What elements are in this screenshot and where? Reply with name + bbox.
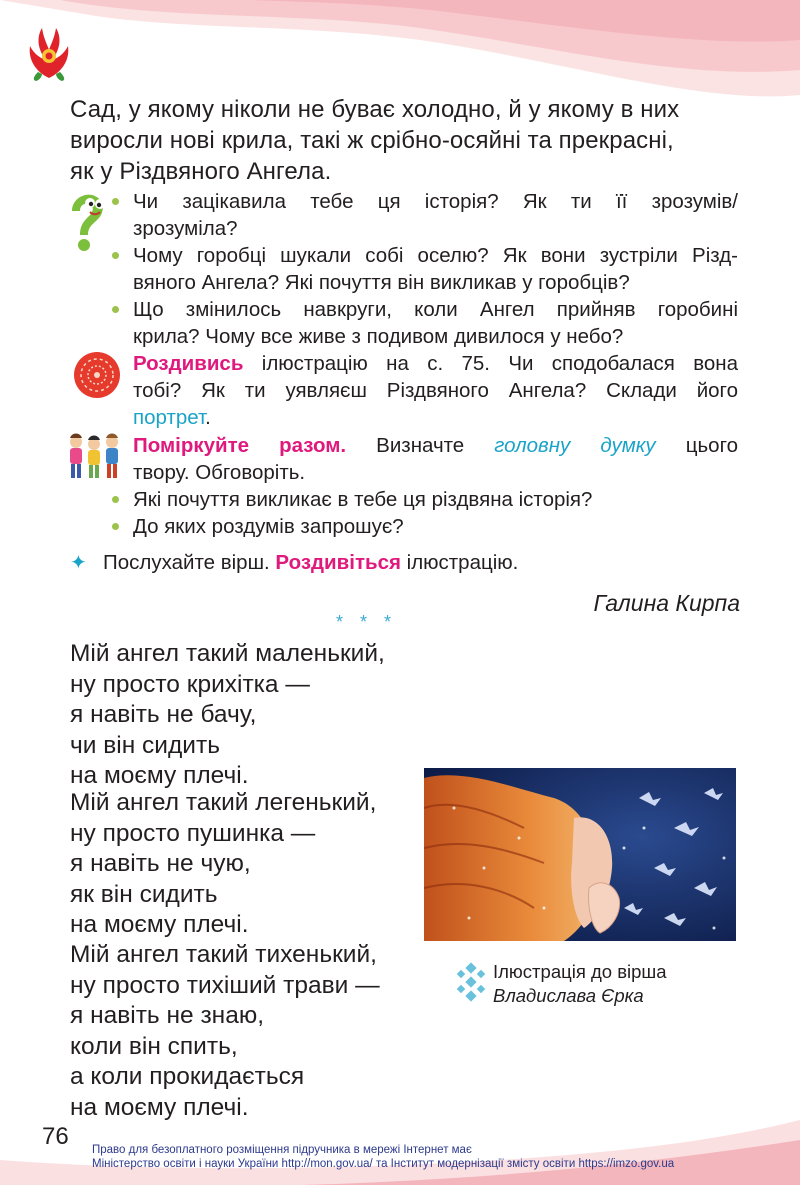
question-line: Що змінилось навкруги, коли Ангел прийняв горобині: [133, 298, 738, 321]
question-line: Чи зацікавила тебе ця історія? Як ти її зрозумів/: [133, 190, 738, 213]
think-text: цього: [655, 434, 738, 457]
listen-task: [103, 549, 518, 576]
question-line: Чому горобці шукали собі оселю? Як вони зустріли Різд-: [133, 244, 738, 267]
question-3: [133, 296, 738, 350]
poem-line: я навіть не знаю,: [70, 1002, 265, 1029]
intro-line: Сад, у якому ніколи не буває холодно, й у якому в них: [70, 96, 680, 123]
intro-line: як у Різдвяного Ангела.: [70, 158, 332, 185]
poem-line: чи він сидить: [70, 731, 220, 759]
think-sub-question: Які почуття викликає в тебе ця різдвяна історія?: [133, 488, 593, 511]
poem-line: я навіть не бачу,: [70, 701, 257, 728]
portrait-link[interactable]: портрет: [133, 406, 206, 429]
poem-line: на моєму плечі.: [70, 1093, 249, 1121]
bullet-icon: [112, 252, 119, 259]
listen-text: ілюстрацію.: [400, 551, 519, 574]
question-line: зрозуміла?: [133, 217, 238, 240]
footer-license: [92, 1143, 752, 1171]
question-2: [133, 242, 738, 296]
intro-paragraph: [70, 94, 750, 187]
look-task: [133, 350, 738, 431]
illustration-caption: [493, 960, 667, 1008]
think-task: [133, 432, 738, 486]
question-1: [133, 188, 738, 242]
poem-line: як він сидить: [70, 880, 218, 908]
look-line-2: тобі? Як ти уявляєш Різдвяного Ангела? Склади його: [133, 379, 738, 402]
poem-line: ну просто крихітка —: [70, 670, 310, 698]
think-line-1: [133, 432, 738, 459]
question-line: вяного Ангела? Які почуття він викликав у горобців?: [133, 271, 630, 294]
flower-ornament-icon: [24, 20, 74, 82]
main-idea-highlight: головну думку: [494, 434, 656, 457]
bullet-icon: [112, 523, 119, 530]
poem-line: Мій ангел такий легенький,: [70, 789, 377, 816]
look-text: ілюстрацію на с. 75. Чи сподобалася вона: [243, 352, 738, 375]
kids-group-icon: [64, 430, 124, 482]
caption-line: Ілюстрація до вірша: [493, 961, 667, 982]
look-line-1: [133, 350, 738, 377]
poem-line: на моєму плечі.: [70, 762, 249, 789]
bullet-icon: [112, 496, 119, 503]
poem-stanza-2: [70, 788, 376, 941]
poem-line: ну просто пушинка —: [70, 819, 316, 847]
think-text: Визначте: [346, 434, 495, 457]
poem-line: а коли прокидається: [70, 1063, 305, 1090]
poem-stanza-1: [70, 639, 385, 792]
poem-author: Галина Кирпа: [593, 590, 740, 616]
think-line-2: твору. Обговоріть.: [133, 461, 306, 484]
poem-line: коли він спить,: [70, 1032, 238, 1060]
poem-stars: * * *: [336, 612, 398, 632]
star-icon: ✦: [70, 552, 87, 574]
think-keyword: Поміркуйте разом.: [133, 434, 347, 457]
caption-artist: Владислава Єрка: [493, 985, 644, 1006]
look-target-icon: [72, 350, 122, 400]
question-mark-icon: [64, 193, 110, 253]
poem-line: на моєму плечі.: [70, 911, 249, 938]
look-period: .: [205, 406, 211, 429]
bullet-icon: [112, 306, 119, 313]
page-number: 76: [42, 1123, 69, 1150]
listen-text: Послухайте вірш.: [103, 551, 276, 574]
question-line: крила? Чому все живе з подивом дивилося у небо?: [133, 325, 624, 348]
think-sub-question: До яких роздумів запрошує?: [133, 515, 404, 538]
intro-line: виросли нові крила, такі ж срібно-осяйні та прекрасні,: [70, 127, 674, 154]
angel-illustration: [424, 768, 736, 941]
poem-line: Мій ангел такий тихенький,: [70, 941, 377, 968]
listen-keyword: Роздивіться: [275, 551, 401, 574]
poem-line: Мій ангел такий маленький,: [70, 640, 385, 667]
look-keyword: Роздивись: [133, 352, 244, 375]
poem-line: ну просто тихіший трави —: [70, 971, 380, 999]
poem-line: я навіть не чую,: [70, 850, 251, 877]
poem-stanza-3: [70, 940, 380, 1123]
look-line-3: [133, 404, 738, 431]
footer-line: Міністерство освіти і науки України http://mon.gov.ua/ та Інститут модернізації змісту освіти https://imzo.gov.ua: [92, 1158, 675, 1170]
footer-line: Право для безоплатного розміщення підручника в мережі Інтернет має: [92, 1144, 472, 1156]
bullet-icon: [112, 198, 119, 205]
ornament-diamond-icon: [456, 962, 486, 1002]
